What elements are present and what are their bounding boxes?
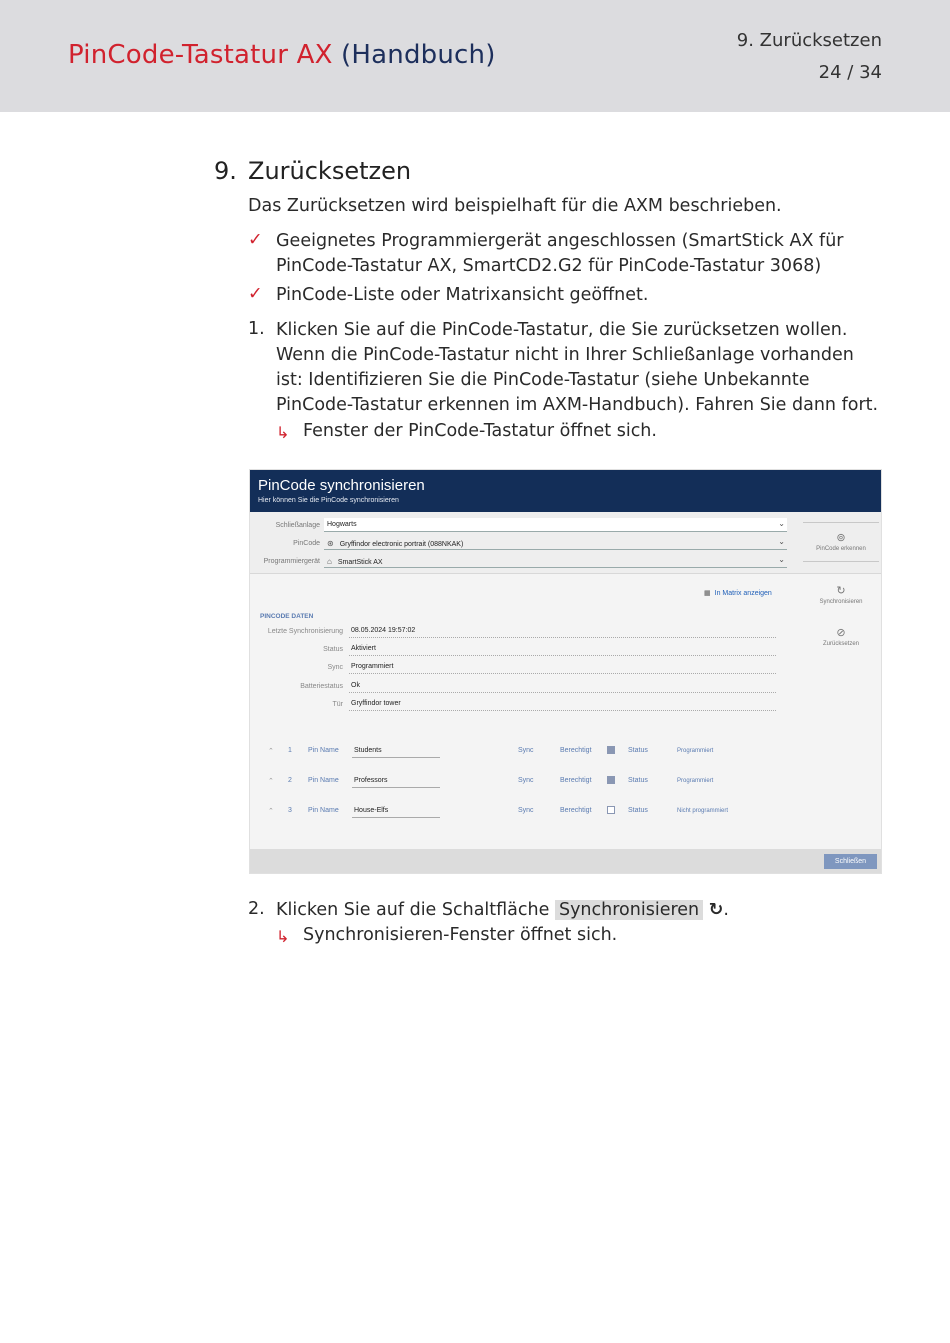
chevron-up-icon[interactable]: ⌃ [268,808,274,815]
header-page-number: 24 / 34 [818,62,882,83]
letzte-sync-value: 08.05.2024 19:57:02 [349,625,776,638]
batterie-value: Ok [349,680,776,693]
reset-icon: ⊘ [836,627,846,639]
schliessen-button[interactable]: Schließen [824,854,877,869]
programmiergeraet-select[interactable] [324,554,787,568]
chevron-down-icon: ⌄ [778,519,785,528]
pin-name-label: Pin Name [308,777,339,784]
pin-name-label: Pin Name [308,807,339,814]
matrix-link-label: In Matrix anzeigen [714,590,772,597]
selection-area [250,512,882,574]
app-screenshot [249,469,882,874]
pincode-value: Gryffindor electronic portrait (088NKAK) [339,541,464,548]
data-label: Status [323,646,343,653]
sync-icon: ↻ [836,585,846,597]
window-header [250,470,882,512]
matrix-icon: ▦ [704,590,711,597]
prereq-item: PinCode-Liste oder Matrixansicht geöffnet. [276,285,649,305]
step-text: Klicken Sie auf die PinCode-Tastatur, die Sie zurücksetzen wollen. Wenn die PinCode-Tastatur nicht in Ihrer Schließanlage vorhanden ist: Identifizieren Sie die PinCode-Tastatur (siehe Unbekannte PinCode-Tastatur erkennen im AXM-Handbuch). Fahren Sie dann fort. [276,320,879,415]
berechtigt-checkbox[interactable] [607,806,615,814]
pincode-search-icon: ⊚ [836,532,846,544]
pin-name-label: Pin Name [308,747,339,754]
step-number: 1. [248,319,265,339]
pin-berechtigt-label: Berechtigt [560,777,592,784]
berechtigt-checkbox[interactable] [607,776,615,784]
step-number: 2. [248,899,265,919]
pin-status-label: Status [628,807,648,814]
section-heading [214,157,411,185]
pin-sync-label: Sync [518,807,534,814]
check-icon: ✓ [248,230,263,250]
page-header [0,0,950,112]
sync-value: Programmiert [349,661,776,674]
section-heading-text: Zurücksetzen [248,157,412,185]
sync-icon: ↻ [708,900,724,920]
data-label: Letzte Synchronisierung [267,628,343,635]
pin-sync-label: Sync [518,747,534,754]
pin-status-value: Nicht programmiert [677,808,729,814]
programmer-icon: ⌂ [327,557,332,566]
chevron-up-icon[interactable]: ⌃ [268,778,274,785]
pin-number: 2 [288,777,292,784]
chevron-down-icon: ⌄ [778,555,785,564]
field-label: Schließanlage [275,522,320,529]
pin-status-label: Status [628,777,648,784]
schliessanlage-value: Hogwarts [327,521,357,528]
zuruecksetzen-label: Zurücksetzen [822,641,859,647]
status-value: Aktiviert [349,643,776,656]
tuer-value: Gryffindor tower [349,698,776,711]
synchronisieren-button[interactable] [803,584,879,605]
pin-name-input[interactable]: Students [352,744,440,758]
data-label: Sync [327,664,343,671]
pincode-data-section-label: PINCODE DATEN [260,613,314,620]
intro-paragraph: Das Zurücksetzen wird beispielhaft für die AXM beschrieben. [248,196,782,216]
pin-berechtigt-label: Berechtigt [560,747,592,754]
matrix-link[interactable] [704,589,772,597]
field-label: PinCode [293,540,320,547]
prereq-item: Geeignetes Programmiergerät angeschlossen (SmartStick AX für PinCode-Tastatur AX, SmartCD2.G2 für PinCode-Tastatur 3068) [276,231,844,276]
section-heading-number: 9. [214,157,237,185]
step-result: Fenster der PinCode-Tastatur öffnet sich. [303,421,657,441]
result-arrow-icon: ↳ [276,927,290,946]
data-label: Batteriestatus [300,683,343,690]
pin-row [250,744,882,760]
pincode-erkennen-label: PinCode erkennen [816,546,866,552]
pin-name-input[interactable]: Professors [352,774,440,788]
step-text [276,898,886,923]
synchronisieren-button-label: Synchronisieren [555,900,703,920]
pincode-erkennen-button[interactable] [803,531,879,552]
chevron-up-icon[interactable]: ⌃ [268,748,274,755]
pin-name-input[interactable]: House-Elfs [352,804,440,818]
document-title-type: (Handbuch) [341,40,496,70]
chevron-down-icon: ⌄ [778,537,785,546]
step2-text: Klicken Sie auf die Schaltfläche [276,900,550,920]
step-result: Synchronisieren-Fenster öffnet sich. [303,925,618,945]
pincode-select[interactable] [324,536,787,550]
field-label: Programmiergerät [263,558,320,565]
window-footer [250,849,882,874]
pin-status-label: Status [628,747,648,754]
schliessanlage-select[interactable] [324,518,787,532]
data-label: Tür [332,701,343,708]
pin-status-value: Programmiert [677,748,714,754]
result-arrow-icon: ↳ [276,423,290,442]
check-icon: ✓ [248,284,263,304]
pin-berechtigt-label: Berechtigt [560,807,592,814]
window-subtitle: Hier können Sie die PinCode synchronisieren [258,497,399,504]
zuruecksetzen-button[interactable] [803,626,879,647]
document-title-product: PinCode-Tastatur AX [68,40,333,70]
step2-period: . [723,900,729,920]
programmiergeraet-value: SmartStick AX [337,559,383,566]
pin-number: 1 [288,747,292,754]
window-title: PinCode synchronisieren [258,477,425,494]
pin-status-value: Programmiert [677,778,714,784]
pin-row [250,774,882,790]
divider [803,561,879,562]
pin-number: 3 [288,807,292,814]
header-section: 9. Zurücksetzen [736,30,882,51]
pin-sync-label: Sync [518,777,534,784]
keypad-icon: ⊛ [327,539,334,548]
pin-row [250,804,882,820]
document-title [68,40,496,70]
divider [803,522,879,523]
synchronisieren-label: Synchronisieren [819,599,863,605]
berechtigt-checkbox[interactable] [607,746,615,754]
